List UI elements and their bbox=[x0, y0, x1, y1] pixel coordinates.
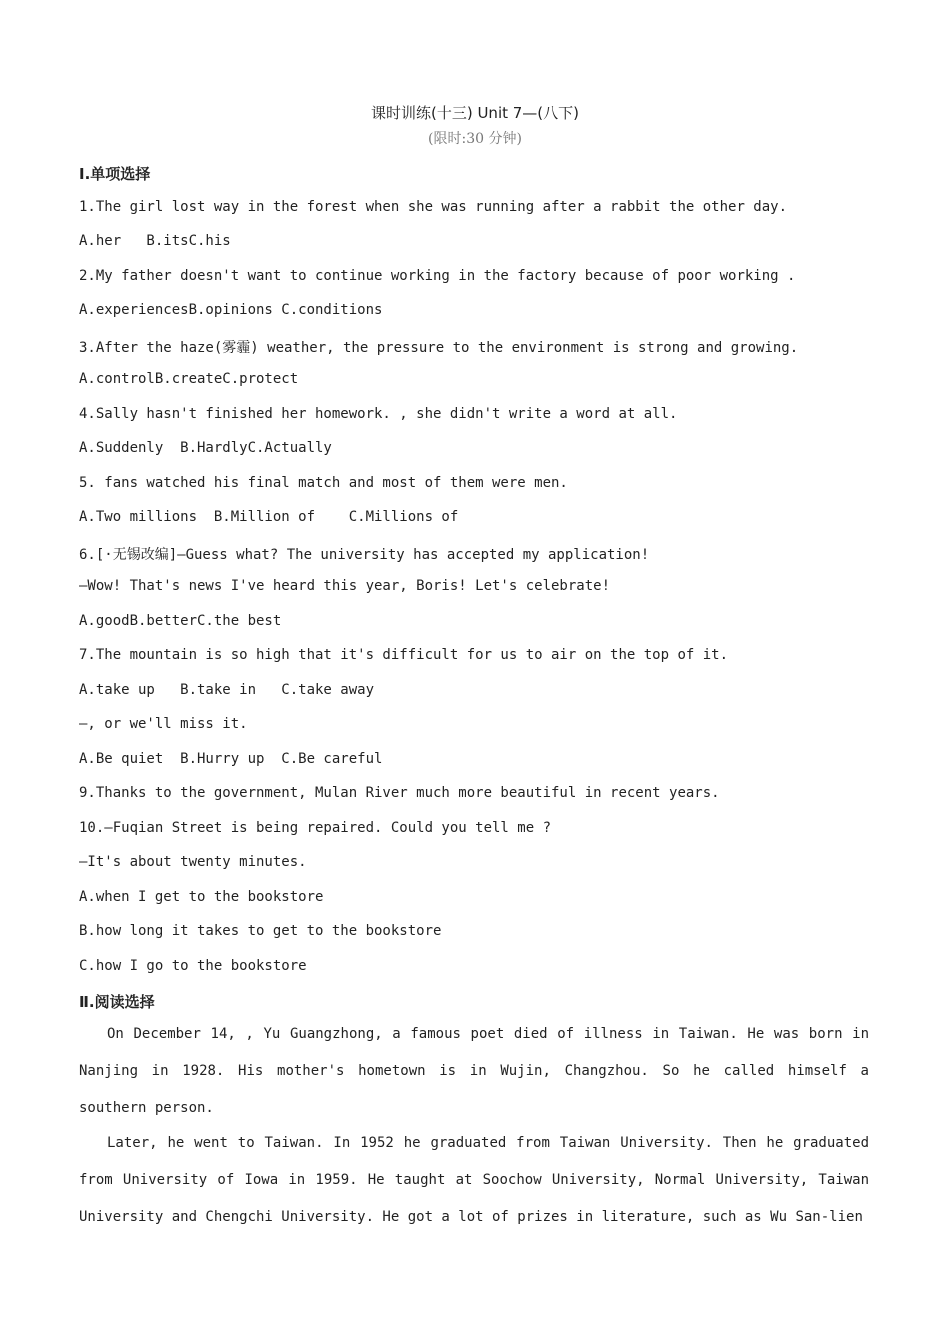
time-limit-subtitle: (限时:30 分钟) bbox=[428, 131, 522, 147]
dialogue-line: —Wow! That's news I've heard this year, Boris! Let's celebrate! bbox=[79, 578, 611, 594]
dialogue-line: —, or we'll miss it. bbox=[79, 716, 248, 732]
option-line: A.Be quiet B.Hurry up C.Be careful bbox=[79, 751, 383, 767]
question-line: 3.After the haze(雾霾) weather, the pressure to the environment is strong and growing. bbox=[79, 340, 799, 356]
option-line: A.when I get to the bookstore bbox=[79, 889, 324, 905]
page-title: 课时训练(十三) Unit 7—(八下) bbox=[370, 104, 580, 122]
option-line: A.controlB.createC.protect bbox=[79, 371, 299, 387]
dialogue-line: —It's about twenty minutes. bbox=[79, 854, 307, 870]
option-line: A.Suddenly B.HardlyC.Actually bbox=[79, 440, 332, 456]
option-line: B.how long it takes to get to the bookstore bbox=[79, 923, 442, 939]
option-line: A.her B.itsC.his bbox=[79, 233, 231, 249]
question-line: 2.My father doesn't want to continue working in the factory because of poor working . bbox=[79, 268, 796, 284]
option-line: A.goodB.betterC.the best bbox=[79, 613, 282, 629]
option-line: A.take up B.take in C.take away bbox=[79, 682, 375, 698]
section-heading-multiple-choice: Ⅰ.单项选择 bbox=[79, 165, 151, 183]
question-line: 1.The girl lost way in the forest when she was running after a rabbit the other day. bbox=[79, 199, 788, 215]
question-line: 7.The mountain is so high that it's difficult for us to air on the top of it. bbox=[79, 647, 729, 663]
option-line: C.how I go to the bookstore bbox=[79, 958, 307, 974]
reading-paragraph: Later, he went to Taiwan. In 1952 he graduated from Taiwan University. Then he graduated from University of Iowa in 1959. He taught at Soochow University, Normal University, Taiwan University and Chengchi University. He got a lot of prizes in literature, such as Wu San-lien bbox=[79, 1135, 869, 1225]
question-line: 5. fans watched his final match and most of them were men. bbox=[79, 475, 568, 491]
question-line: 10.—Fuqian Street is being repaired. Could you tell me ? bbox=[79, 820, 552, 836]
question-line: 4.Sally hasn't finished her homework. , she didn't write a word at all. bbox=[79, 406, 678, 422]
section-heading-reading: Ⅱ.阅读选择 bbox=[79, 993, 155, 1011]
question-line: 9.Thanks to the government, Mulan River much more beautiful in recent years. bbox=[79, 785, 720, 801]
option-line: A.Two millions B.Million of C.Millions of bbox=[79, 509, 459, 525]
option-line: A.experiencesB.opinions C.conditions bbox=[79, 302, 383, 318]
question-line: 6.[·无锡改编]—Guess what? The university has accepted my application! bbox=[79, 547, 650, 563]
reading-paragraph: On December 14, , Yu Guangzhong, a famous poet died of illness in Taiwan. He was born in Nanjing in 1928. His mother's hometown is in Wujin, Changzhou. So he called himself a southern person. bbox=[79, 1026, 869, 1116]
